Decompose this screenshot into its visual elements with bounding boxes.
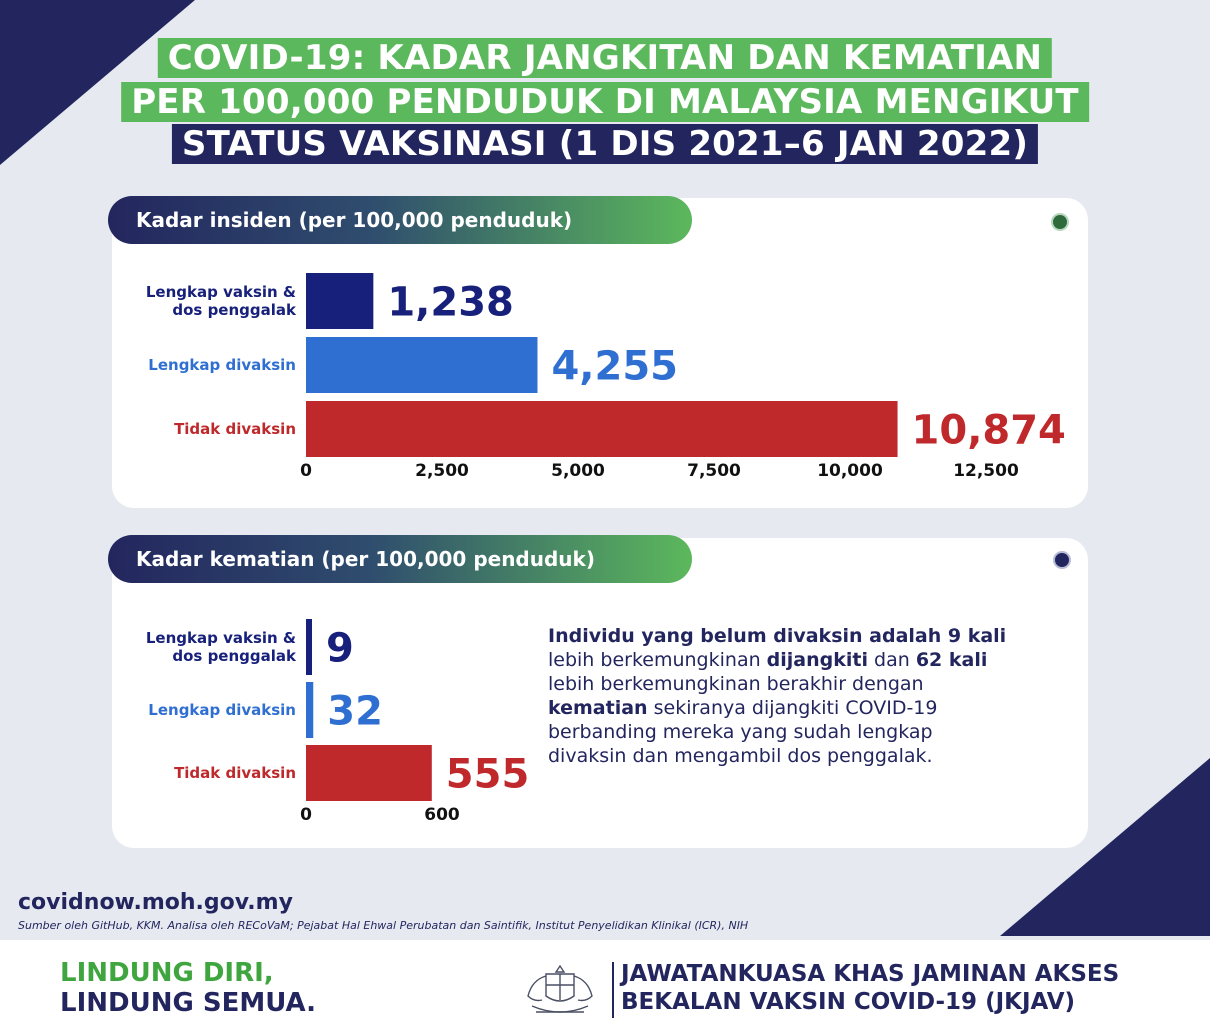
incidence-value-label-2: 10,874 <box>911 407 1066 454</box>
mortality-bar-1 <box>306 682 313 738</box>
mortality-category-label-0-0: Lengkap vaksin & <box>145 629 296 647</box>
incidence-tick-label-4: 10,000 <box>817 461 883 481</box>
committee-line-1: JAWATANKUASA KHAS JAMINAN AKSES <box>621 961 1120 987</box>
mortality-category-label-1-0: Lengkap divaksin <box>148 701 296 719</box>
note-line-4b: sekiranya dijangkiti COVID-19 <box>647 697 938 719</box>
explanation-note <box>548 624 1078 768</box>
note-line-2b: dijangkiti <box>766 649 868 671</box>
incidence-tick-label-0: 0 <box>300 461 312 481</box>
mortality-chart-title: Kadar kematian (per 100,000 penduduk) <box>108 535 692 583</box>
incidence-category-label-1-0: Lengkap divaksin <box>148 356 296 374</box>
slogan-line-2: LINDUNG SEMUA. <box>60 988 317 1018</box>
incidence-tick-label-3: 7,500 <box>687 461 741 481</box>
incidence-tick-label-1: 2,500 <box>415 461 469 481</box>
incidence-chart-title: Kadar insiden (per 100,000 penduduk) <box>108 196 692 244</box>
mortality-value-label-0: 9 <box>326 625 354 672</box>
mortality-category-label-2-0: Tidak divaksin <box>174 764 296 782</box>
incidence-value-label-1: 4,255 <box>551 343 679 390</box>
incidence-bar-0 <box>306 273 373 329</box>
mortality-value-label-1: 32 <box>327 688 383 735</box>
note-line-1: Individu yang belum divaksin adalah 9 kali <box>548 625 1007 647</box>
note-line-6: divaksin dan mengambil dos penggalak. <box>548 745 933 767</box>
title-line-1: COVID-19: KADAR JANGKITAN DAN KEMATIAN <box>158 38 1052 78</box>
incidence-category-label-2-0: Tidak divaksin <box>174 420 296 438</box>
malaysia-coat-of-arms-icon <box>516 960 604 1022</box>
mortality-tick-label-1: 600 <box>424 805 460 825</box>
source-credit: Sumber oleh GitHub, KKM. Analisa oleh RECoVaM; Pejabat Hal Ehwal Perubatan dan Saintifik, Institut Penyelidikan Klinikal (ICR), NIH <box>18 919 749 932</box>
slogan <box>60 958 316 1018</box>
mortality-bar-2 <box>306 745 432 801</box>
incidence-category-label-0-1: dos penggalak <box>172 301 296 319</box>
committee-name <box>621 960 1119 1016</box>
mortality-value-label-2: 555 <box>445 751 530 798</box>
note-line-5: berbanding mereka yang sudah lengkap <box>548 721 933 743</box>
note-line-3: lebih berkemungkinan berakhir dengan <box>548 673 924 695</box>
incidence-category-label-0-0: Lengkap vaksin & <box>145 283 296 301</box>
note-line-2a: lebih berkemungkinan <box>548 649 767 671</box>
incidence-tick-label-2: 5,000 <box>551 461 605 481</box>
title-line-2: PER 100,000 PENDUDUK DI MALAYSIA MENGIKUT <box>121 82 1089 122</box>
title-line-3: STATUS VAKSINASI (1 DIS 2021–6 JAN 2022) <box>172 124 1038 164</box>
slogan-line-1: LINDUNG DIRI, <box>60 958 274 988</box>
mortality-category-label-0-1: dos penggalak <box>172 647 296 665</box>
incidence-bar-2 <box>306 401 898 457</box>
incidence-tick-label-5: 12,500 <box>953 461 1019 481</box>
incidence-value-label-0: 1,238 <box>387 279 514 326</box>
note-line-2d: 62 kali <box>915 649 988 671</box>
incidence-bar-1 <box>306 337 537 393</box>
mortality-tick-label-0: 0 <box>300 805 312 825</box>
mortality-bar-0 <box>306 619 312 675</box>
note-line-4a: kematian <box>548 697 648 719</box>
note-line-2c: dan <box>868 649 916 671</box>
website-link[interactable]: covidnow.moh.gov.my <box>18 890 293 915</box>
committee-line-2: BEKALAN VAKSIN COVID-19 (JKJAV) <box>621 989 1076 1015</box>
footer-divider <box>612 962 614 1018</box>
